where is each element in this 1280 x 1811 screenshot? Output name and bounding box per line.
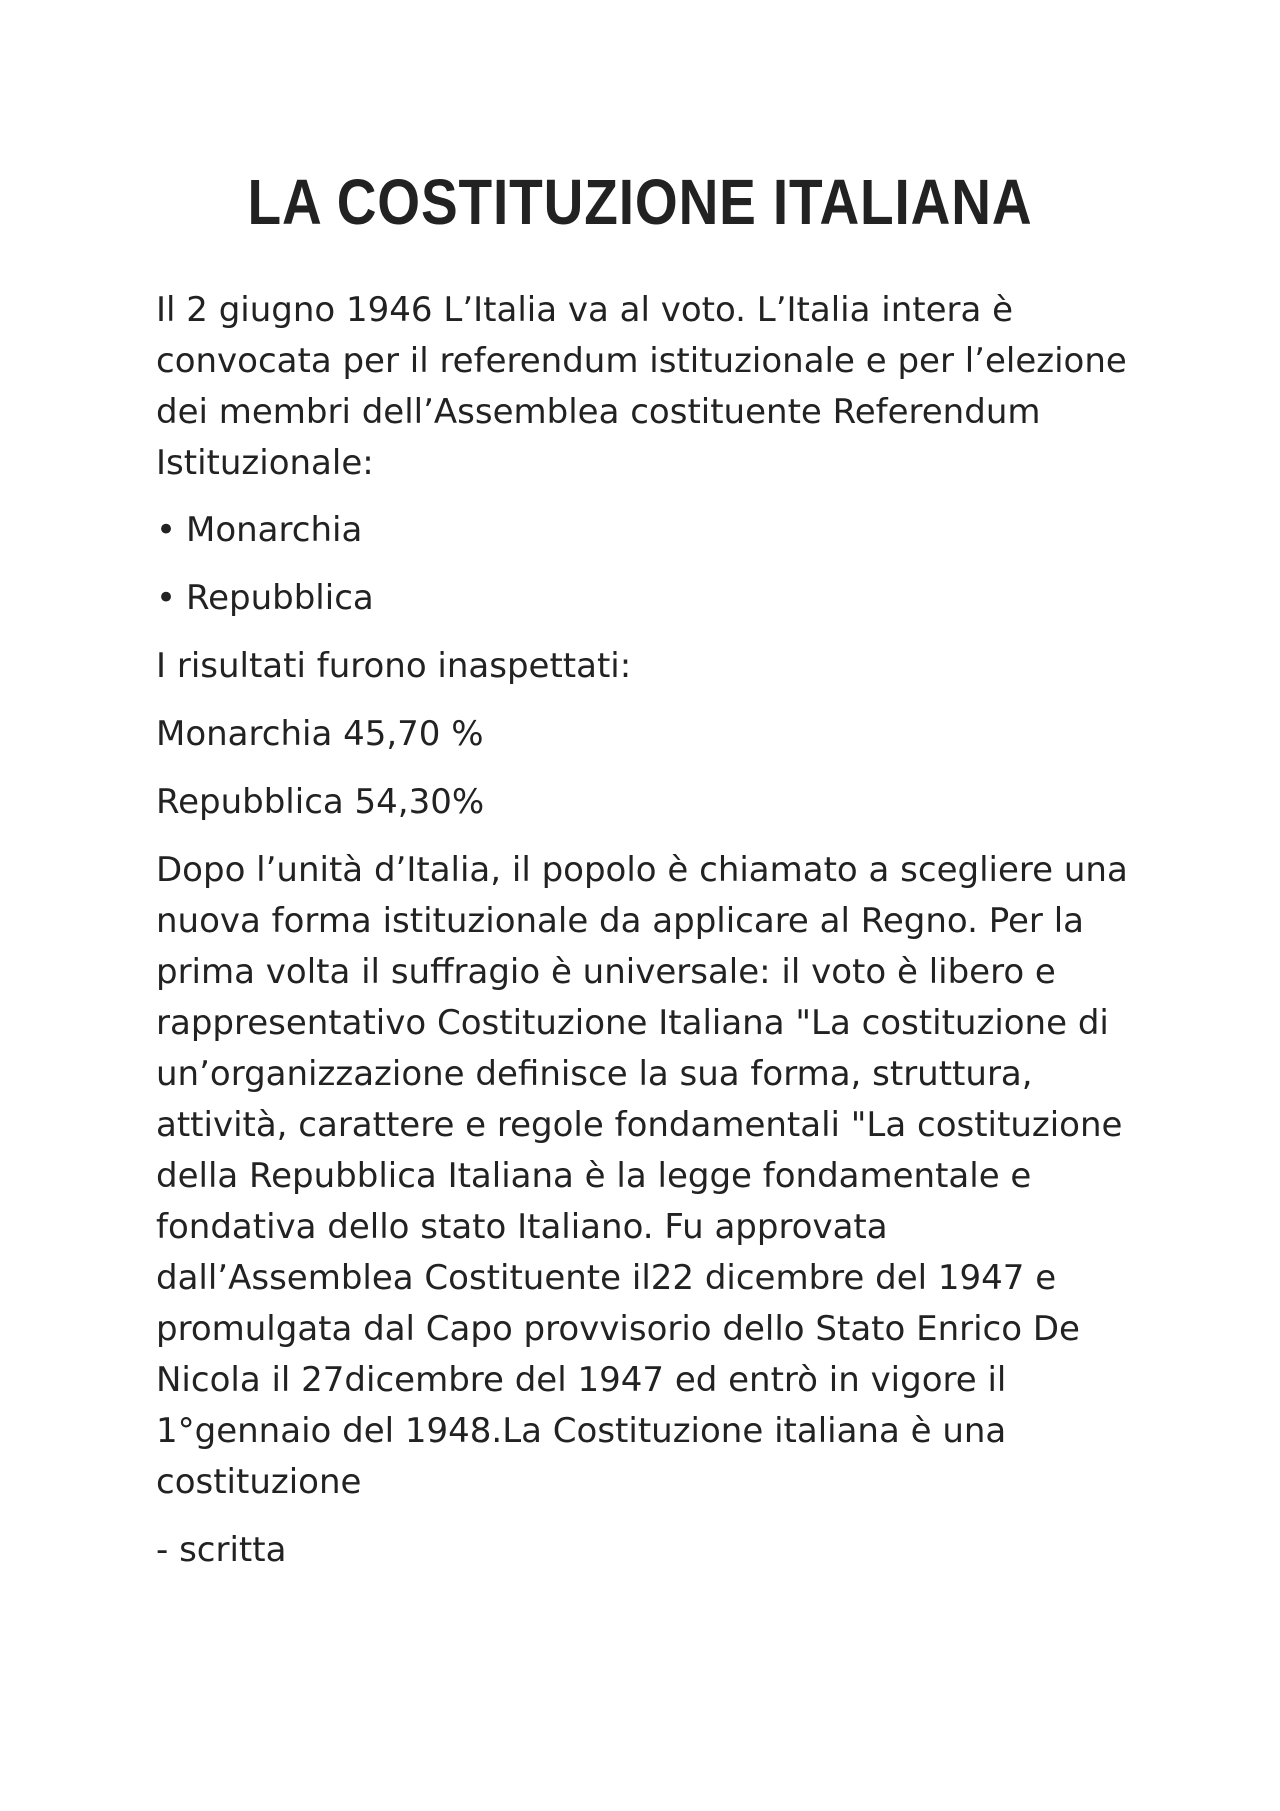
document-body <box>156 285 1136 1576</box>
bullet-icon: • <box>156 510 177 550</box>
results-intro: I risultati furono inaspettati: <box>156 646 632 686</box>
referendum-options-list <box>156 505 1136 624</box>
result-monarchia: Monarchia 45,70 % <box>156 714 484 754</box>
option-label: Monarchia <box>186 510 363 550</box>
option-label: Repubblica <box>186 578 374 618</box>
intro-paragraph: Il 2 giugno 1946 L’Italia va al voto. L’Italia intera è convocata per il referendum istituzionale e per l’elezione dei membri dell’Assemblea costituente Referendum Istituzionale: <box>156 290 1127 483</box>
closing-line: - scritta <box>156 1530 287 1570</box>
page-title: LA COSTITUZIONE ITALIANA <box>247 166 1033 238</box>
list-item <box>156 573 1136 624</box>
result-repubblica: Repubblica 54,30% <box>156 782 485 822</box>
main-paragraph: Dopo l’unità d’Italia, il popolo è chiamato a scegliere una nuova forma istituzionale da applicare al Regno. Per la prima volta il suffragio è universale: il voto è libero e rappresentativo Costituzione Italiana "La costituzione di un’organizzazione definisce la sua forma, struttura, attività, carattere e regole fondamentali "La costituzione della Repubblica Italiana è la legge fondamentale e fondativa dello stato Italiano. Fu approvata dall’Assemblea Costituente il22 dicembre del 1947 e promulgata dal Capo provvisorio dello Stato Enrico De Nicola il 27dicembre del 1947 ed entrò in vigore il 1°gennaio del 1948.La Costituzione italiana è una costituzione <box>156 850 1128 1502</box>
list-item <box>156 505 1136 556</box>
bullet-icon: • <box>156 578 177 618</box>
